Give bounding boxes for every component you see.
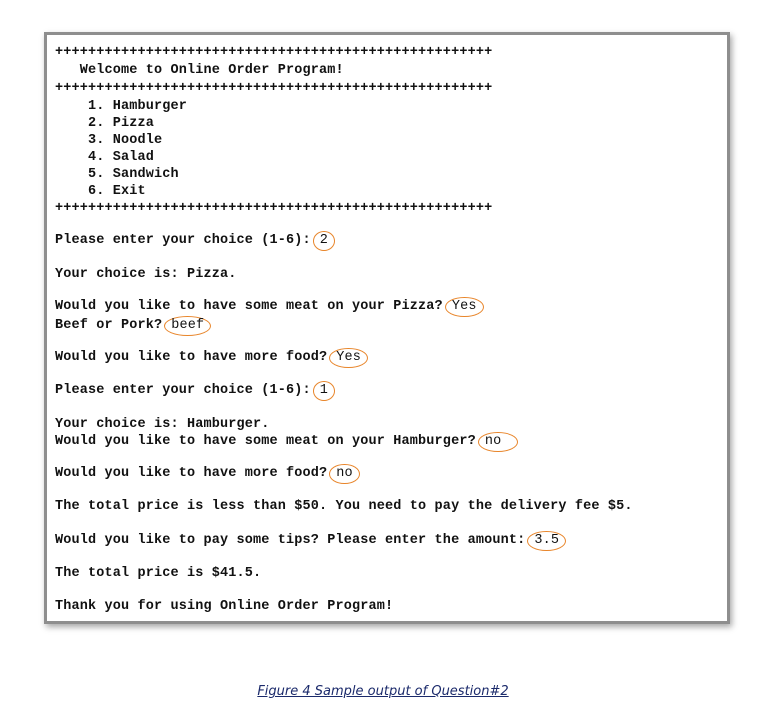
meat-question-line (55, 432, 518, 452)
menu-item-pizza: 2. Pizza (55, 116, 155, 131)
user-input-choice: 1 (313, 381, 335, 401)
choice-prompt-line (55, 381, 335, 401)
delivery-fee-message: The total price is less than $50. You need to pay the delivery fee $5. (55, 499, 633, 514)
meat-question: Would you like to have some meat on your Pizza? (55, 299, 443, 314)
menu-item-salad: 4. Salad (55, 150, 155, 165)
user-input-tips: 3.5 (527, 531, 566, 551)
menu-item-sandwich: 5. Sandwich (55, 167, 179, 182)
thank-you-message: Thank you for using Online Order Program! (55, 599, 394, 614)
beef-or-pork-question: Beef or Pork? (55, 318, 163, 333)
user-input-meat-type: beef (164, 316, 211, 336)
welcome-banner: Welcome to Online Order Program! (55, 63, 344, 78)
user-input-meat: no (478, 432, 519, 452)
more-food-line (55, 464, 360, 484)
beef-or-pork-line (55, 316, 211, 336)
user-input-more-food: Yes (329, 348, 368, 368)
user-input-more-food: no (329, 464, 360, 484)
console-output-window (44, 32, 730, 624)
choice-prompt: Please enter your choice (1-6): (55, 233, 311, 248)
figure-caption: Figure 4 Sample output of Question#2 (257, 684, 509, 699)
separator-line: +++++++++++++++++++++++++++++++++++++++++++++++++++++ (55, 81, 493, 96)
meat-question-line (55, 297, 484, 317)
tips-question: Would you like to pay some tips? Please enter the amount: (55, 533, 526, 548)
choice-prompt: Please enter your choice (1-6): (55, 383, 311, 398)
more-food-question: Would you like to have more food? (55, 466, 328, 481)
meat-question: Would you like to have some meat on your Hamburger? (55, 434, 476, 449)
choice-result: Your choice is: Pizza. (55, 267, 237, 282)
menu-item-exit: 6. Exit (55, 184, 146, 199)
separator-line: +++++++++++++++++++++++++++++++++++++++++++++++++++++ (55, 201, 493, 216)
menu-item-noodle: 3. Noodle (55, 133, 163, 148)
more-food-question: Would you like to have more food? (55, 350, 328, 365)
user-input-meat: Yes (445, 297, 484, 317)
choice-prompt-line (55, 231, 335, 251)
more-food-line (55, 348, 368, 368)
total-price-message: The total price is $41.5. (55, 566, 262, 581)
user-input-choice: 2 (313, 231, 335, 251)
separator-line: +++++++++++++++++++++++++++++++++++++++++++++++++++++ (55, 45, 493, 60)
choice-result: Your choice is: Hamburger. (55, 417, 270, 432)
tips-question-line (55, 531, 566, 551)
menu-item-hamburger: 1. Hamburger (55, 99, 188, 114)
